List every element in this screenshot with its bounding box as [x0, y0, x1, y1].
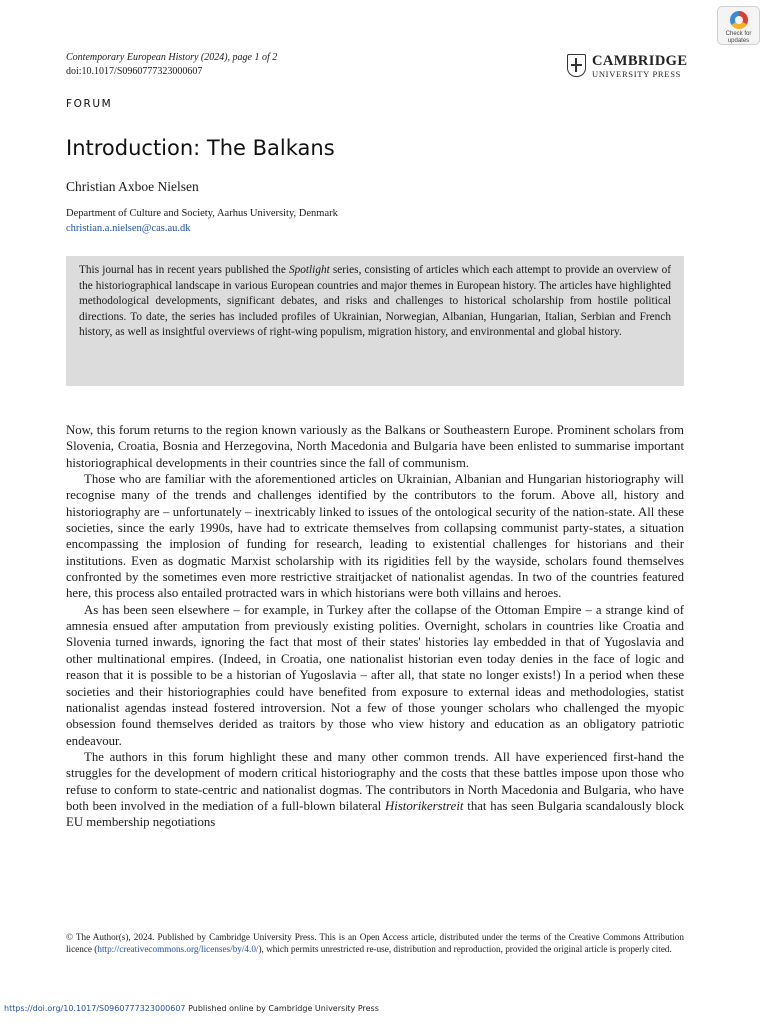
- journal-citation: Contemporary European History (2024), page 1 of 2: [66, 52, 278, 63]
- abstract-text-start: This journal has in recent years published the: [79, 264, 289, 276]
- abstract-emphasis: Spotlight: [288, 264, 330, 276]
- publisher-logo: [567, 54, 687, 80]
- abstract-box: [66, 256, 684, 386]
- license-footnote: [66, 931, 684, 955]
- abstract-text-end: series, consisting of articles which each attempt to provide an overview of the historiographical landscape in various European countries and major themes in European history. The articles have highlighted methodological developments, significant debates, and risks and challenges to historical scholarship from hostile political directions. To date, the series has included profiles of Ukrainian, Norwegian, Albanian, Hungarian, Italian, Serbian and French history, as well as insightful overviews of right-wing populism, migration history, and environmental and global history.: [79, 264, 672, 338]
- check-for-updates-button[interactable]: [717, 6, 760, 45]
- section-label: FORUM: [66, 98, 113, 110]
- author-affiliation-block: [66, 206, 338, 236]
- affiliation: Department of Culture and Society, Aarhus University, Denmark: [66, 208, 338, 219]
- doi-line: doi:10.1017/S0960777323000607: [66, 66, 203, 77]
- body-paragraph-3: As has been seen elsewhere – for example, in Turkey after the collapse of the Ottoman Empire – a strange kind of amnesia ensued after amputation from previously existing polities. Overnight, scholars in countries like Croatia and Slovenia turned inwards, ignoring the fact that most of their states' histories lay embedded in that of Yugoslavia and other multinational empires. (Indeed, in Croatia, one nationalist historian even today denies in the face of logic and reason that it is possible to be a historian of Yugoslavia – after all, that state no longer exists!) In a period when these societies and their historiographies could have benefited from exposure to external ideas and methodologies, statist nationalist agendas instead fostered introversion. Not a few of those younger scholars who challenged the myopic obsession found themselves derided as traitors by those who view history and education as an obligatory patriotic endeavour.: [66, 602, 684, 748]
- paragraph-4-emphasis: Historikerstreit: [385, 798, 464, 813]
- journal-reference: [66, 51, 277, 79]
- author-name: Christian Axboe Nielsen: [66, 179, 199, 194]
- publisher-subtitle: UNIVERSITY PRESS: [592, 69, 682, 79]
- crossmark-icon: [730, 11, 748, 29]
- article-body: [66, 422, 684, 831]
- paragraph-4-text-end: that has seen Bulgaria scandalously block EU membership negotiations: [66, 798, 684, 830]
- license-text-end: ), which permits unrestricted re-use, distribution and reproduction, provided the original article is properly cited.: [258, 944, 672, 955]
- license-link[interactable]: http://creativecommons.org/licenses/by/4.0/: [97, 944, 259, 955]
- paragraph-4-text-start: The authors in this forum highlight these and many other common trends. All have experienced first-hand the struggles for the development of modern critical historiography and the costs that these battles impose upon those who refuse to conform to state-centric and nationalist dogmas. The contributors in North Macedonia and Bulgaria, who have both been involved in the mediation of a full-blown bilateral: [66, 749, 684, 813]
- license-text-start: © The Author(s), 2024. Published by Cambridge University Press. This is an Open Access article, distributed under the terms of the Creative Commons Attribution licence (: [66, 932, 684, 955]
- doi-link[interactable]: https://doi.org/10.1017/S0960777323000607: [4, 1004, 186, 1013]
- check-for-updates-label: Check for updates: [725, 31, 752, 44]
- shield-icon: [567, 54, 586, 77]
- page-footer: [4, 1004, 379, 1013]
- body-paragraph-4: [66, 749, 684, 831]
- article-title: Introduction: The Balkans: [66, 136, 335, 160]
- body-paragraph-2: Those who are familiar with the aforementioned articles on Ukrainian, Albanian and Hungarian historiography will recognise many of the trends and challenges identified by the contributors to the forum. Above all, history and historiography are – unfortunately – inextricably linked to issues of the ontological security of the nation-state. All these societies, since the early 1990s, have had to extricate themselves from collapsing communist party-states, a situation encompassing the implosion of funding for research, leading to existential challenges for historians and their institutions. Even as dogmatic Marxist scholarship with its rigidities fell by the wayside, scholars found themselves confronted by the sometimes even more restrictive straitjacket of nationalist agendas. In two of the countries featured here, this process also entailed protracted wars in which historians were both villains and heroes.: [66, 472, 684, 601]
- published-online-text: Published online by Cambridge University Press: [185, 1004, 379, 1013]
- author-email-link[interactable]: christian.a.nielsen@cas.au.dk: [66, 223, 191, 234]
- body-paragraph-1: Now, this forum returns to the region known variously as the Balkans or Southeastern Europe. Prominent scholars from Slovenia, Croatia, Bosnia and Herzegovina, North Macedonia and Bulgaria have been enlisted to summarise important historiographical developments in their countries since the fall of communism.: [66, 423, 684, 470]
- publisher-name: CAMBRIDGE: [592, 53, 688, 69]
